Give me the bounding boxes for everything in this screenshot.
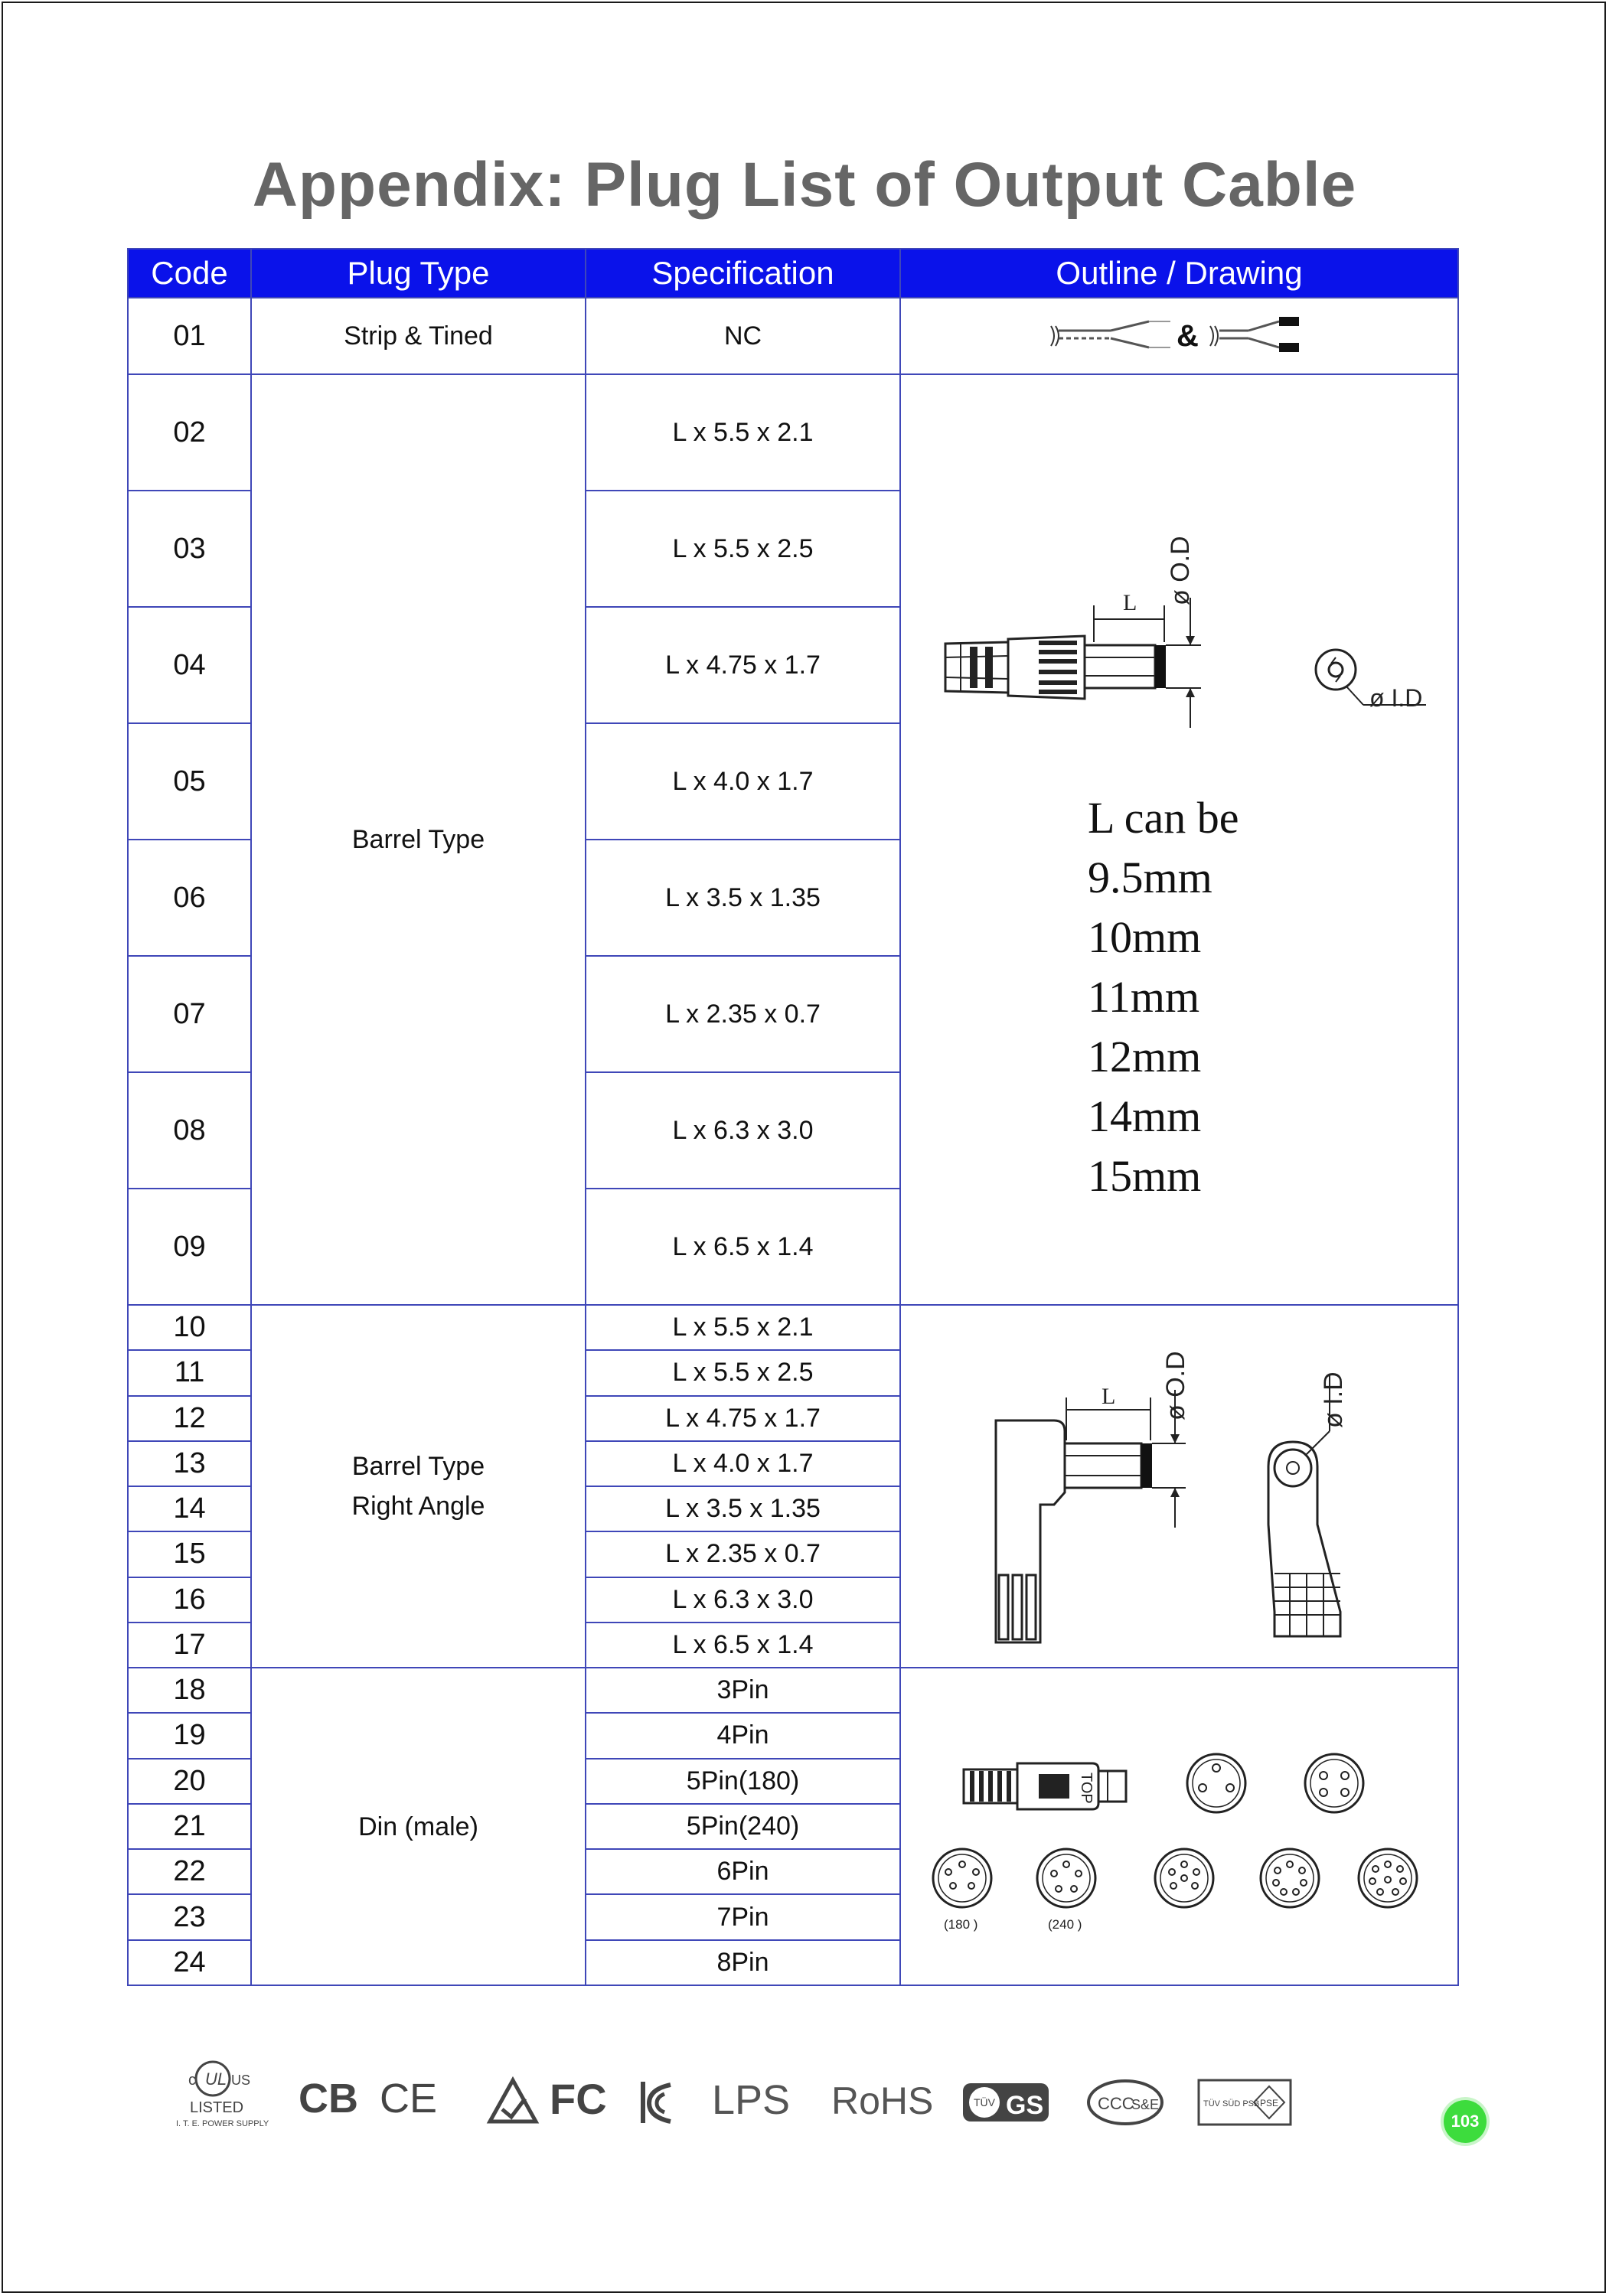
barrel-drawing-cell xyxy=(900,374,1458,1305)
spec-cell: L x 3.5 x 1.35 xyxy=(586,1486,900,1531)
ce-logo: CE xyxy=(380,2076,438,2122)
spec-cell: 8Pin xyxy=(586,1940,900,1985)
table-row xyxy=(128,374,1458,491)
svg-text:UL: UL xyxy=(205,2069,227,2089)
din-connector-drawing xyxy=(901,1668,1459,1985)
od-label: ø O.D xyxy=(1166,536,1195,605)
spec-cell: L x 2.35 x 0.7 xyxy=(586,956,900,1072)
right-angle-plug-drawing xyxy=(901,1306,1459,1667)
plug-type-cell: Barrel Type xyxy=(251,374,586,1305)
spec-cell: L x 4.75 x 1.7 xyxy=(586,1396,900,1441)
din-3pin-face xyxy=(1187,1754,1245,1812)
code-cell: 21 xyxy=(128,1804,251,1849)
header-code: Code xyxy=(128,249,251,298)
plug-type-cell: Strip & Tined xyxy=(251,298,586,374)
din-180-label: (180 ) xyxy=(944,1917,978,1932)
right-angle-drawing-cell xyxy=(900,1305,1458,1668)
spec-cell: L x 2.35 x 0.7 xyxy=(586,1531,900,1577)
table-row xyxy=(128,1305,1458,1350)
length-note-line: 9.5mm xyxy=(1088,853,1212,902)
plug-list-table xyxy=(127,248,1459,1986)
code-cell: 20 xyxy=(128,1759,251,1804)
din-5pin-180-face xyxy=(933,1849,991,1932)
header-outline-drawing: Outline / Drawing xyxy=(900,249,1458,298)
kc-logo xyxy=(643,2082,671,2123)
spec-cell: 6Pin xyxy=(586,1849,900,1894)
code-cell: 09 xyxy=(128,1189,251,1305)
plug-type-cell xyxy=(251,1305,586,1668)
code-cell: 23 xyxy=(128,1894,251,1939)
page-title: Appendix: Plug List of Output Cable xyxy=(252,150,1357,220)
ccc-label: CCC xyxy=(1098,2094,1134,2113)
strip-tined-drawing xyxy=(900,298,1458,374)
code-cell: 10 xyxy=(128,1305,251,1350)
cert-logo-strip xyxy=(161,2059,1355,2143)
id-label: ø I.D xyxy=(1319,1371,1348,1428)
length-note-line: 12mm xyxy=(1088,1032,1202,1081)
spec-cell: L x 5.5 x 2.5 xyxy=(586,491,900,607)
l-label: L xyxy=(1101,1384,1116,1409)
code-cell: 06 xyxy=(128,840,251,956)
code-cell: 18 xyxy=(128,1668,251,1713)
spec-cell: L x 5.5 x 2.1 xyxy=(586,1305,900,1350)
ul-listed-logo xyxy=(176,2062,269,2128)
rohs-logo: RoHS xyxy=(831,2079,934,2122)
code-cell: 11 xyxy=(128,1350,251,1395)
top-label: TOP xyxy=(1078,1773,1095,1804)
spec-cell: NC xyxy=(586,298,900,374)
table-row xyxy=(128,298,1458,374)
cb-logo: CB xyxy=(299,2076,358,2122)
se-label: S&E xyxy=(1131,2097,1160,2112)
spec-cell: L x 3.5 x 1.35 xyxy=(586,840,900,956)
code-cell: 05 xyxy=(128,723,251,840)
length-note-line: L can be xyxy=(1088,793,1239,843)
spec-cell: L x 5.5 x 2.1 xyxy=(586,374,900,491)
code-cell: 03 xyxy=(128,491,251,607)
din-240-label: (240 ) xyxy=(1048,1917,1082,1932)
code-cell: 14 xyxy=(128,1486,251,1531)
tuv-label: TÜV xyxy=(974,2096,995,2108)
code-cell: 01 xyxy=(128,298,251,374)
tuv-gs-logo xyxy=(963,2083,1049,2122)
code-cell: 22 xyxy=(128,1849,251,1894)
din-5pin-240-face xyxy=(1037,1849,1095,1932)
plug-type-cell: Din (male) xyxy=(251,1668,586,1985)
code-cell: 07 xyxy=(128,956,251,1072)
spec-cell: L x 4.75 x 1.7 xyxy=(586,607,900,723)
code-cell: 13 xyxy=(128,1441,251,1486)
code-cell: 02 xyxy=(128,374,251,491)
table-header-row xyxy=(128,249,1458,298)
code-cell: 19 xyxy=(128,1713,251,1758)
pse-label: PSE xyxy=(1260,2098,1279,2108)
code-cell: 16 xyxy=(128,1577,251,1623)
stripped-wires-drawing xyxy=(1042,309,1317,363)
ul-us-label: US xyxy=(231,2073,251,2088)
rcm-logo xyxy=(490,2080,536,2122)
spec-cell: 5Pin(240) xyxy=(586,1804,900,1849)
din-8pin-face xyxy=(1359,1849,1417,1907)
din-side-view xyxy=(964,1763,1126,1809)
spec-cell: 5Pin(180) xyxy=(586,1759,900,1804)
ccc-se-logo xyxy=(1088,2081,1162,2124)
ampersand-label: & xyxy=(1176,319,1199,353)
ul-sub-label: I. T. E. POWER SUPPLY xyxy=(176,2119,269,2128)
din-7pin-face xyxy=(1261,1849,1319,1907)
certification-logos xyxy=(161,2059,1355,2143)
spec-cell: L x 6.3 x 3.0 xyxy=(586,1577,900,1623)
id-label: ø I.D xyxy=(1369,684,1423,712)
spec-cell: 4Pin xyxy=(586,1713,900,1758)
tuv-sud-pse-logo xyxy=(1199,2080,1291,2125)
din-drawing-cell xyxy=(900,1668,1458,1985)
code-cell: 12 xyxy=(128,1396,251,1441)
l-label: L xyxy=(1123,590,1137,615)
spec-cell: L x 6.5 x 1.4 xyxy=(586,1623,900,1668)
din-6pin-face xyxy=(1155,1849,1213,1907)
ul-c-label: c xyxy=(188,2072,196,2089)
spec-cell: L x 6.5 x 1.4 xyxy=(586,1189,900,1305)
header-specification: Specification xyxy=(586,249,900,298)
ul-listed-label: LISTED xyxy=(190,2099,244,2116)
header-plug-type: Plug Type xyxy=(251,249,586,298)
fc-logo: FC xyxy=(550,2075,607,2123)
code-cell: 24 xyxy=(128,1940,251,1985)
spec-cell: 7Pin xyxy=(586,1894,900,1939)
code-cell: 17 xyxy=(128,1623,251,1668)
spec-cell: L x 4.0 x 1.7 xyxy=(586,723,900,840)
spec-cell: L x 4.0 x 1.7 xyxy=(586,1441,900,1486)
spec-cell: L x 6.3 x 3.0 xyxy=(586,1072,900,1189)
page-number-badge: 103 xyxy=(1444,2100,1487,2143)
table-row xyxy=(128,1668,1458,1713)
din-4pin-face xyxy=(1305,1754,1363,1812)
spec-cell: 3Pin xyxy=(586,1668,900,1713)
length-note-line: 10mm xyxy=(1088,912,1202,962)
code-cell: 08 xyxy=(128,1072,251,1189)
code-cell: 04 xyxy=(128,607,251,723)
plug-type-line: Right Angle xyxy=(351,1492,485,1521)
plug-type-line: Barrel Type xyxy=(351,1452,485,1481)
length-note-line: 11mm xyxy=(1088,972,1200,1022)
tuv-sud-label: TÜV SÜD PSB xyxy=(1203,2099,1260,2108)
spec-cell: L x 5.5 x 2.5 xyxy=(586,1350,900,1395)
od-label: ø O.D xyxy=(1161,1351,1190,1420)
lps-logo: LPS xyxy=(712,2077,791,2123)
length-note-line: 14mm xyxy=(1088,1091,1202,1141)
length-options-note xyxy=(1088,788,1239,1206)
gs-label: GS xyxy=(1006,2091,1044,2120)
length-note-line: 15mm xyxy=(1088,1151,1202,1201)
code-cell: 15 xyxy=(128,1531,251,1577)
